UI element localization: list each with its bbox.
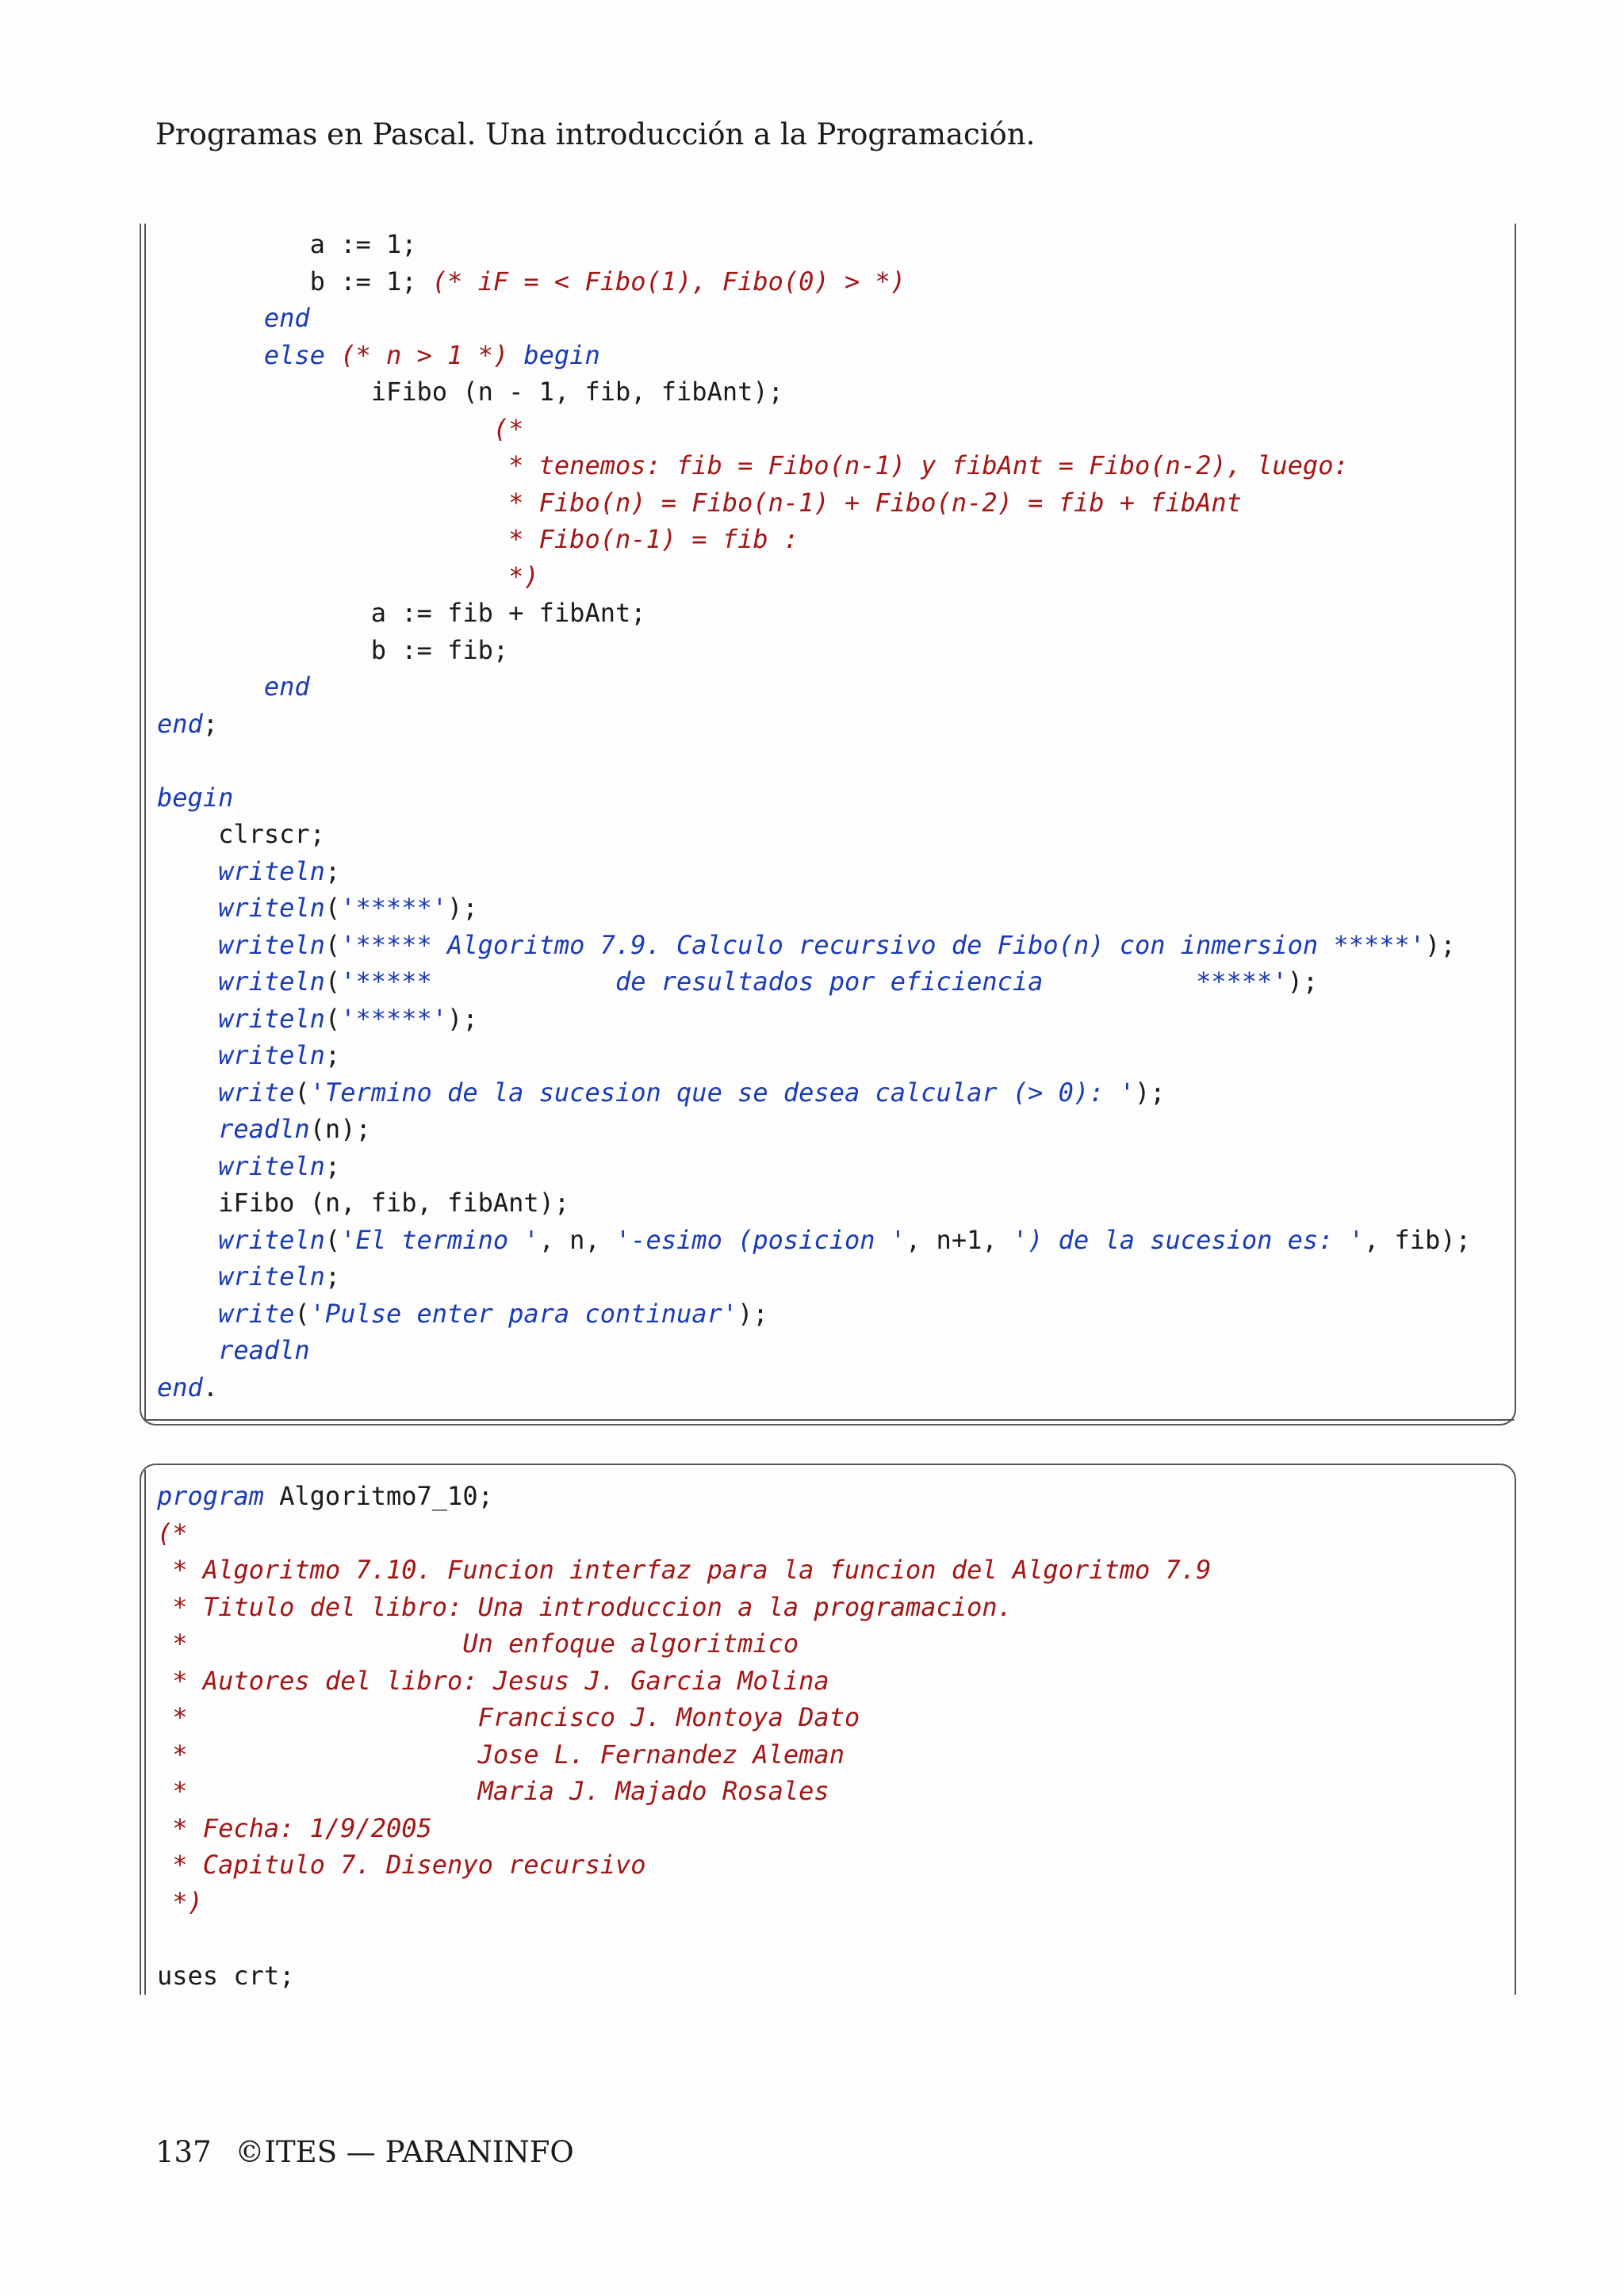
code-token (157, 1151, 218, 1181)
code-token: '***** Algoritmo 7.9. Calculo recursivo de Fibo(n) con inmersion *****' (340, 929, 1426, 960)
running-header: Programas en Pascal. Una introducción a la Programación. (155, 117, 1036, 151)
code-token: *) (508, 561, 539, 591)
code-token: ); (737, 1298, 768, 1329)
code-token: readln (218, 1114, 310, 1144)
code-token: ') de la sucesion es: ' (1012, 1224, 1364, 1255)
code-token: 'Termino de la sucesion que se desea calcular (> 0): ' (309, 1077, 1135, 1108)
code-token (157, 561, 508, 591)
code-token: * Jose L. Fernandez Aleman (157, 1739, 845, 1770)
code-line (157, 1515, 1211, 1552)
code-line (157, 521, 1471, 558)
code-token: iFibo (n, fib, fibAnt); (157, 1188, 570, 1218)
code-token (157, 930, 218, 960)
code-line (157, 1369, 1471, 1406)
code-token (157, 966, 218, 997)
code-line (157, 742, 1471, 779)
code-token (157, 340, 264, 370)
code-line (157, 927, 1471, 964)
code-line (157, 668, 1471, 706)
code-token: '***** de resultados por eficiencia *****' (340, 966, 1288, 997)
code-token: b := 1; (157, 266, 432, 297)
code-token: '*****' (340, 893, 448, 923)
code-token: (* (157, 1517, 188, 1548)
code-token (157, 1225, 218, 1255)
code-token: . (202, 1372, 219, 1402)
code-token (157, 524, 508, 554)
code-line (157, 1625, 1211, 1663)
code-token: (n); (309, 1114, 371, 1144)
code-line (157, 1037, 1471, 1074)
code-line (157, 1001, 1471, 1038)
code-token: program (157, 1481, 264, 1511)
code-token: writeln (218, 1261, 325, 1292)
code-line (157, 963, 1471, 1001)
page-footer (155, 2135, 588, 2169)
code-token (157, 450, 508, 480)
code-token (157, 303, 264, 333)
code-line (157, 595, 1471, 632)
code-line (157, 1478, 1211, 1515)
code-token: 'Pulse enter para continuar' (309, 1298, 738, 1329)
code-token: * Un enfoque algoritmico (157, 1628, 799, 1659)
code-token: ); (1425, 929, 1456, 960)
code-token: * tenemos: fib = Fibo(n-1) y fibAnt = Fibo(n-2), luego: (508, 450, 1349, 480)
copyright-notice: ©ITES — PARANINFO (235, 2135, 574, 2169)
code-token: writeln (218, 855, 325, 886)
code-token: writeln (218, 966, 325, 997)
code-line (157, 1773, 1211, 1810)
code-line (157, 411, 1471, 448)
code-token: ; (324, 1040, 341, 1070)
code-token: writeln (218, 1150, 325, 1181)
code-token: uses crt; (157, 1960, 295, 1991)
code-token: * Fecha: 1/9/2005 (157, 1812, 432, 1843)
code-token: write (218, 1077, 295, 1108)
code-token (157, 893, 218, 923)
code-line (157, 300, 1471, 337)
page-number: 137 (155, 2135, 212, 2169)
code-token: ( (324, 929, 341, 960)
code-line (157, 853, 1471, 890)
code-token (157, 1040, 218, 1070)
code-token (157, 672, 264, 702)
code-token: readln (218, 1335, 310, 1365)
code-token: * Algoritmo 7.10. Funcion interfaz para la funcion del Algoritmo 7.9 (157, 1555, 1212, 1585)
code-token: end (263, 672, 310, 702)
code-token: ); (1287, 966, 1319, 997)
code-line (157, 890, 1471, 927)
code-line (157, 1699, 1211, 1736)
code-token: writeln (218, 929, 325, 960)
code-token (157, 1004, 218, 1034)
code-token: end (157, 1372, 203, 1402)
code-line (157, 1222, 1471, 1259)
code-line (157, 1184, 1471, 1222)
code-token (157, 1261, 218, 1292)
code-line (157, 1258, 1471, 1295)
code-token: ; (324, 1261, 341, 1292)
code-line (157, 1552, 1211, 1589)
code-line (157, 816, 1471, 853)
code-token: Algoritmo7_10; (263, 1481, 493, 1511)
code-token: * Francisco J. Montoya Dato (157, 1702, 860, 1732)
code-token: ; (202, 708, 219, 739)
code-token: , n, (538, 1224, 615, 1255)
code-token: * Autores del libro: Jesus J. Garcia Molina (157, 1665, 829, 1696)
code-token: writeln (218, 893, 325, 923)
code-token (508, 340, 523, 370)
code-token (157, 1114, 218, 1144)
code-token: a := 1; (157, 229, 417, 259)
code-token: ( (324, 966, 341, 997)
code-token: * Maria J. Majado Rosales (157, 1776, 829, 1806)
code-token: write (218, 1298, 295, 1329)
code-line (157, 1332, 1471, 1369)
code-token: * Capitulo 7. Disenyo recursivo (157, 1850, 646, 1880)
code-token (325, 340, 340, 370)
code-line (157, 558, 1471, 595)
code-token: end (157, 708, 203, 739)
code-token: begin (523, 339, 600, 370)
code-token: else (263, 339, 325, 370)
code-line (157, 1111, 1471, 1148)
code-line (157, 1884, 1211, 1921)
code-token: a := fib + fibAnt; (157, 598, 646, 628)
code-token: ( (324, 1224, 341, 1255)
code-line (157, 1589, 1211, 1626)
code-token: (* n > 1 *) (340, 339, 509, 370)
code-line (157, 373, 1471, 411)
code-token: '-esimo (posicion ' (615, 1224, 906, 1255)
code-token: begin (157, 782, 234, 813)
code-token: (* (492, 413, 524, 444)
code-line (157, 447, 1471, 484)
code-token: ); (1135, 1077, 1166, 1108)
code-line (157, 1957, 1211, 1995)
code-token: *) (157, 1886, 203, 1917)
code-token: ( (294, 1077, 310, 1108)
code-line (157, 226, 1471, 263)
code-line (157, 1920, 1211, 1957)
code-token: ); (447, 893, 478, 923)
code-line (157, 1074, 1471, 1112)
code-token: , fib); (1363, 1224, 1471, 1255)
code-token: ( (324, 893, 341, 923)
code-token (157, 488, 508, 518)
code-line (157, 779, 1471, 817)
code-token: , n+1, (906, 1224, 1013, 1255)
code-line (157, 1148, 1471, 1185)
code-token: (* iF = < Fibo(1), Fibo(0) > *) (431, 266, 906, 297)
code-token: writeln (218, 1003, 325, 1034)
code-token: ( (324, 1003, 341, 1034)
code-token: writeln (218, 1224, 325, 1255)
code-token (157, 414, 493, 444)
code-token: * Fibo(n-1) = fib : (508, 524, 799, 554)
code-token (157, 1299, 218, 1329)
code-token (157, 856, 218, 886)
code-line (157, 1736, 1211, 1774)
code-token: end (263, 303, 310, 333)
code-listing-1 (157, 226, 1471, 1406)
code-token: clrscr; (157, 819, 325, 849)
code-line (157, 337, 1471, 374)
code-line (157, 1846, 1211, 1884)
code-token: b := fib; (157, 634, 509, 665)
code-token: writeln (218, 1040, 325, 1070)
code-token: '*****' (340, 1003, 448, 1034)
code-token: * Fibo(n) = Fibo(n-1) + Fibo(n-2) = fib + fibAnt (508, 487, 1242, 518)
code-line (157, 1810, 1211, 1847)
code-line (157, 706, 1471, 743)
code-token: 'El termino ' (340, 1224, 539, 1255)
code-token (157, 1077, 218, 1108)
code-token: ); (447, 1003, 478, 1034)
code-token: iFibo (n - 1, fib, fibAnt); (157, 377, 783, 407)
code-line (157, 1663, 1211, 1700)
code-line (157, 484, 1471, 522)
code-token: ( (294, 1298, 310, 1329)
code-token: * Titulo del libro: Una introduccion a la programacion. (157, 1591, 1013, 1622)
code-line (157, 632, 1471, 669)
code-listing-2 (157, 1478, 1211, 1994)
code-line (157, 1295, 1471, 1333)
code-token (157, 1335, 218, 1365)
code-token: ; (324, 855, 341, 886)
code-line (157, 263, 1471, 300)
code-token: ; (324, 1150, 341, 1181)
